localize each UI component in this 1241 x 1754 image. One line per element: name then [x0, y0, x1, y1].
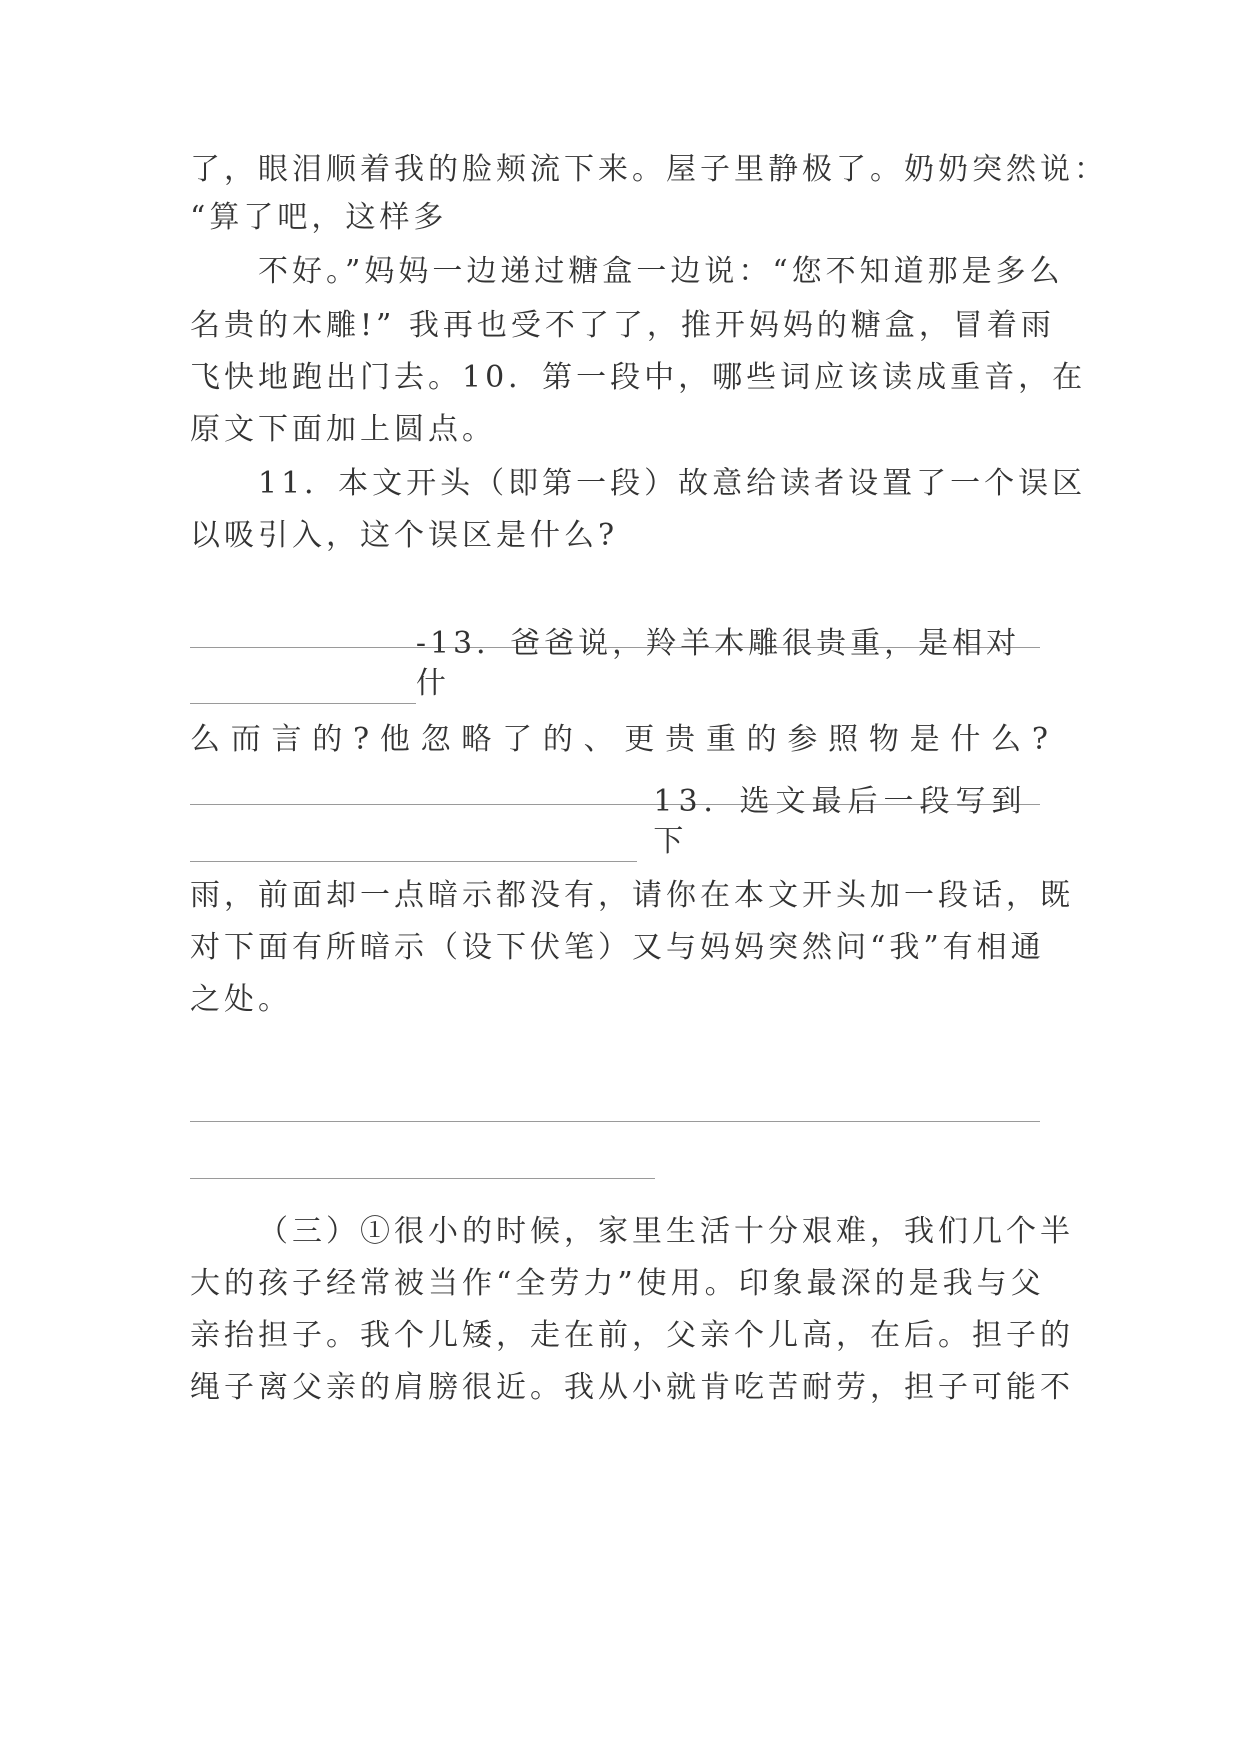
text-line: 雨，前面却一点暗示都没有，请你在本文开头加一段话，既 — [190, 878, 1074, 913]
text-line: 不好。”妈妈一边递过糖盒一边说：“您不知道那是多么 — [258, 254, 1064, 289]
text-line: 大的孩子经常被当作“全劳力”使用。印象最深的是我与父 — [190, 1266, 1045, 1301]
text-line: 原文下面加上圆点。 — [190, 412, 496, 447]
text-line: 了，眼泪顺着我的脸颊流下来。屋子里静极了。奶奶突然说： — [190, 152, 1108, 187]
text-line: 么而言的?他忽略了的、更贵重的参照物是什么? — [190, 722, 1048, 757]
text-line: 飞快地跑出门去。10．第一段中，哪些词应该读成重音，在 — [190, 360, 1087, 395]
text-line: 绳子离父亲的肩膀很近。我从小就肯吃苦耐劳，担子可能不 — [190, 1370, 1074, 1405]
text-line: 对下面有所暗示（设下伏笔）又与妈妈突然问“我”有相通 — [190, 930, 1045, 965]
answer-blank[interactable] — [190, 831, 637, 862]
text-line: “算了吧，这样多 — [190, 200, 448, 235]
question-13b-row — [190, 784, 1048, 862]
question-11: 11．本文开头（即第一段）故意给读者设置了一个误区 — [258, 466, 1087, 501]
text-line: 之处。 — [190, 982, 292, 1017]
question-13b: 13．选文最后一段写到下 — [653, 784, 1028, 859]
text-line: 名贵的木雕!” 我再也受不了了，推开妈妈的糖盒，冒着雨 — [190, 308, 1055, 343]
text-line: 亲抬担子。我个儿矮，走在前，父亲个儿高，在后。担子的 — [190, 1318, 1074, 1353]
question-13a: -13．爸爸说，羚羊木雕很贵重，是相对什 — [415, 626, 1021, 701]
answer-blank-line[interactable] — [190, 1178, 655, 1179]
text-line: 以吸引入，这个误区是什么? — [190, 518, 619, 553]
answer-blank-line[interactable] — [190, 1121, 1040, 1122]
section-three-start: （三）①很小的时候，家里生活十分艰难，我们几个半 — [258, 1214, 1074, 1249]
question-13a-row — [190, 626, 1048, 704]
answer-blank[interactable] — [190, 673, 416, 704]
